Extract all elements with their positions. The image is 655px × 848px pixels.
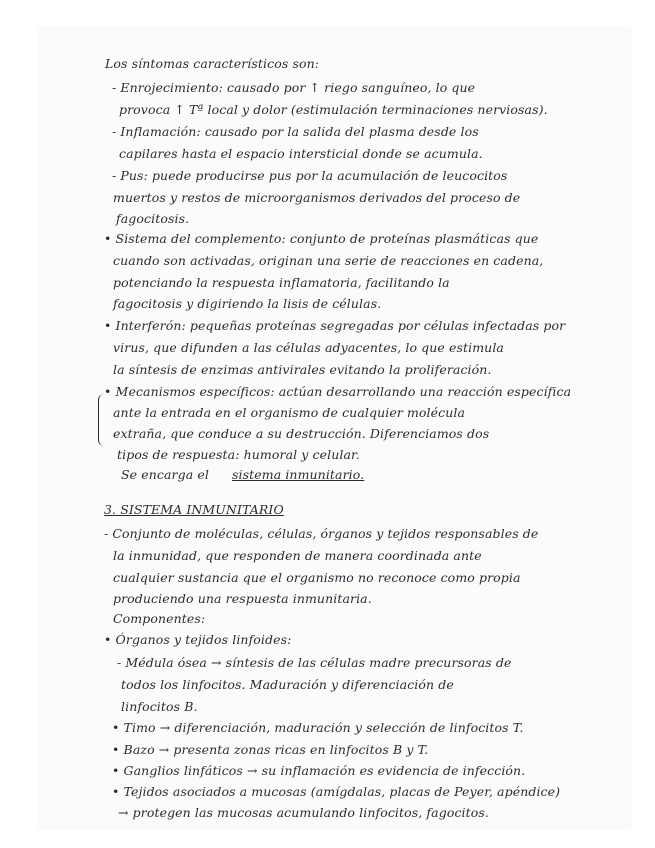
text-line: Los síntomas característicos son: bbox=[105, 56, 320, 71]
text-line: fagocitosis. bbox=[116, 211, 190, 226]
text-line: • Órganos y tejidos linfoides: bbox=[104, 632, 292, 647]
text-line: capilares hasta el espacio intersticial donde se acumula. bbox=[119, 146, 483, 161]
text-line: • Mecanismos específicos: actúan desarrollando una reacción específica bbox=[104, 384, 572, 399]
text-line: muertos y restos de microorganismos derivados del proceso de bbox=[113, 190, 521, 205]
text-line: - Conjunto de moléculas, células, órganos y tejidos responsables de bbox=[104, 526, 539, 541]
text-line: • Interferón: pequeñas proteínas segregadas por células infectadas por bbox=[104, 318, 566, 333]
text-line: fagocitosis y digiriendo la lisis de células. bbox=[113, 296, 382, 311]
text-line: → protegen las mucosas acumulando linfocitos, fagocitos. bbox=[118, 805, 489, 820]
text-line: • Timo → diferenciación, maduración y selección de linfocitos T. bbox=[112, 720, 524, 735]
section-heading: 3. SISTEMA INMUNITARIO bbox=[104, 502, 284, 517]
text-line: • Ganglios linfáticos → su inflamación es evidencia de infección. bbox=[112, 763, 526, 778]
text-line: la inmunidad, que responden de manera coordinada ante bbox=[113, 548, 482, 563]
text-line: provoca ↑ Tª local y dolor (estimulación terminaciones nerviosas). bbox=[119, 102, 548, 117]
text-line: todos los linfocitos. Maduración y diferenciación de bbox=[121, 677, 454, 692]
text-line: potenciando la respuesta inflamatoria, facilitando la bbox=[113, 275, 450, 290]
text-line: - Pus: puede producirse pus por la acumulación de leucocitos bbox=[112, 168, 508, 183]
text-line: tipos de respuesta: humoral y celular. bbox=[117, 447, 360, 462]
text-line: - Enrojecimiento: causado por ↑ riego sanguíneo, lo que bbox=[112, 80, 476, 95]
text-line: Se encarga el bbox=[121, 467, 209, 482]
text-line: produciendo una respuesta inmunitaria. bbox=[113, 591, 372, 606]
highlighted-term: sistema inmunitario. bbox=[232, 467, 365, 482]
text-line: ante la entrada en el organismo de cualquier molécula bbox=[113, 405, 466, 420]
text-line: • Bazo → presenta zonas ricas en linfocitos B y T. bbox=[112, 742, 429, 757]
text-line: - Inflamación: causado por la salida del plasma desde los bbox=[112, 124, 479, 139]
text-line: extraña, que conduce a su destrucción. Diferenciamos dos bbox=[113, 426, 490, 441]
text-line: • Tejidos asociados a mucosas (amígdalas, placas de Peyer, apéndice) bbox=[112, 784, 561, 799]
text-line: virus, que difunden a las células adyacentes, lo que estimula bbox=[113, 340, 504, 355]
text-line: Componentes: bbox=[113, 611, 206, 626]
text-line: la síntesis de enzimas antivirales evitando la proliferación. bbox=[113, 362, 492, 377]
text-line: linfocitos B. bbox=[121, 699, 198, 714]
text-line: - Médula ósea → síntesis de las células madre precursoras de bbox=[117, 655, 512, 670]
text-line: cuando son activadas, originan una serie de reacciones en cadena, bbox=[113, 253, 544, 268]
margin-bracket bbox=[98, 394, 107, 446]
text-line: • Sistema del complemento: conjunto de proteínas plasmáticas que bbox=[104, 231, 539, 246]
text-line: cualquier sustancia que el organismo no reconoce como propia bbox=[113, 570, 521, 585]
